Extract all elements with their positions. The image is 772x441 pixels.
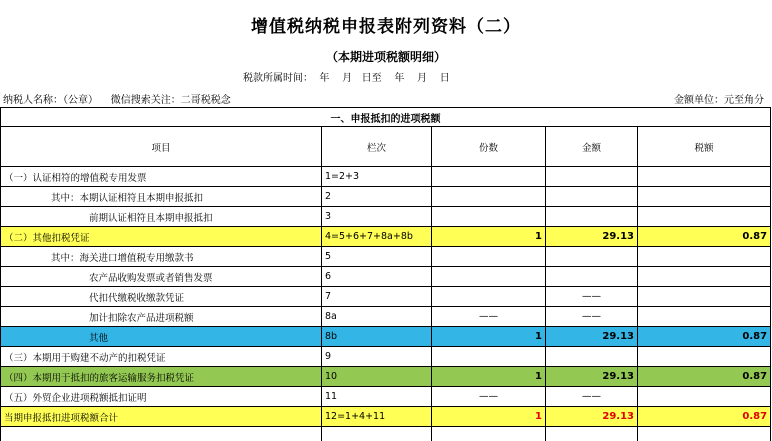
row-seq: 3: [322, 207, 432, 227]
row-seq: 12=1+4+11: [322, 407, 432, 427]
row-count: [432, 187, 546, 207]
row-seq: 9: [322, 347, 432, 367]
row-amount: 29.13: [546, 367, 638, 387]
row-item: （五）外贸企业进项税额抵扣证明: [1, 387, 322, 407]
row-amount: [546, 167, 638, 187]
table-row: [1, 367, 771, 387]
row-tax: 0.87: [638, 367, 771, 387]
table-row: [1, 167, 771, 187]
row-item: 其他: [1, 327, 322, 347]
row-count: ——: [432, 387, 546, 407]
table-row: [1, 227, 771, 247]
row-amount: [546, 187, 638, 207]
row-amount: [546, 267, 638, 287]
taxpayer-name: 纳税人名称：（公章） 微信搜索关注：二哥税税念: [3, 91, 231, 106]
row-tax: 0.87: [638, 327, 771, 347]
row-count: 1: [432, 367, 546, 387]
row-amount: ——: [546, 307, 638, 327]
table-row: [1, 287, 771, 307]
row-tax: 0.87: [638, 407, 771, 427]
row-seq: 8a: [322, 307, 432, 327]
section-row: [1, 108, 771, 127]
total-row: [1, 407, 771, 427]
row-count: [432, 207, 546, 227]
row-item: 加计扣除农产品进项税额: [1, 307, 322, 327]
table-row: [1, 267, 771, 287]
row-seq: 2: [322, 187, 432, 207]
row-count: [432, 247, 546, 267]
row-seq: 4=5+6+7+8a+8b: [322, 227, 432, 247]
row-count: 1: [432, 407, 546, 427]
table-row: [1, 187, 771, 207]
row-count: [432, 267, 546, 287]
amount-unit: 金额单位：元至角分: [674, 91, 764, 106]
row-tax: [638, 207, 771, 227]
row-amount: 29.13: [546, 227, 638, 247]
table-row: [1, 307, 771, 327]
row-seq: 5: [322, 247, 432, 267]
row-tax: [638, 387, 771, 407]
col-item-header: 项目: [1, 127, 322, 167]
row-item: （四）本期用于抵扣的旅客运输服务扣税凭证: [1, 367, 322, 387]
row-seq: 11: [322, 387, 432, 407]
row-item: 其中：海关进口增值税专用缴款书: [1, 247, 322, 267]
col-tax-header: 税额: [638, 127, 771, 167]
row-item: 其中：本期认证相符且本期申报抵扣: [1, 187, 322, 207]
row-tax: [638, 287, 771, 307]
cutoff-row: [1, 427, 771, 441]
row-seq: 1=2+3: [322, 167, 432, 187]
row-item: 代扣代缴税收缴款凭证: [1, 287, 322, 307]
row-seq: 10: [322, 367, 432, 387]
row-item: （一）认证相符的增值税专用发票: [1, 167, 322, 187]
row-amount: ——: [546, 387, 638, 407]
row-tax: [638, 347, 771, 367]
row-tax: [638, 167, 771, 187]
row-count: 1: [432, 327, 546, 347]
row-amount: [546, 347, 638, 367]
row-seq: 8b: [322, 327, 432, 347]
row-count: [432, 347, 546, 367]
row-tax: [638, 307, 771, 327]
input-tax-table: [0, 107, 771, 441]
form-subtitle: （本期进项税额明细）: [0, 48, 772, 65]
form-title: 增值税纳税申报表附列资料（二）: [0, 12, 772, 37]
row-count: 1: [432, 227, 546, 247]
row-item: （二）其他扣税凭证: [1, 227, 322, 247]
row-amount: [546, 207, 638, 227]
row-item: 前期认证相符且本期申报抵扣: [1, 207, 322, 227]
row-item: （三）本期用于购建不动产的扣税凭证: [1, 347, 322, 367]
row-tax: [638, 187, 771, 207]
table-row: [1, 347, 771, 367]
row-count: ——: [432, 307, 546, 327]
row-item: 农产品收购发票或者销售发票: [1, 267, 322, 287]
table-row: [1, 247, 771, 267]
row-count: [432, 287, 546, 307]
row-count: [432, 167, 546, 187]
row-amount: 29.13: [546, 327, 638, 347]
row-seq: 7: [322, 287, 432, 307]
row-tax: [638, 267, 771, 287]
row-item: 当期申报抵扣进项税额合计: [1, 407, 322, 427]
section-title: 一、申报抵扣的进项税额: [1, 108, 771, 127]
table-row: [1, 387, 771, 407]
tax-period: 税款所属时间： 年 月 日至 年 月 日: [243, 69, 450, 84]
table-row: [1, 207, 771, 227]
row-seq: 6: [322, 267, 432, 287]
row-tax: 0.87: [638, 227, 771, 247]
row-tax: [638, 247, 771, 267]
col-amount-header: 金额: [546, 127, 638, 167]
col-count-header: 份数: [432, 127, 546, 167]
col-seq-header: 栏次: [322, 127, 432, 167]
row-amount: [546, 247, 638, 267]
row-amount: 29.13: [546, 407, 638, 427]
table-row: [1, 327, 771, 347]
row-amount: ——: [546, 287, 638, 307]
header-row: [1, 127, 771, 167]
